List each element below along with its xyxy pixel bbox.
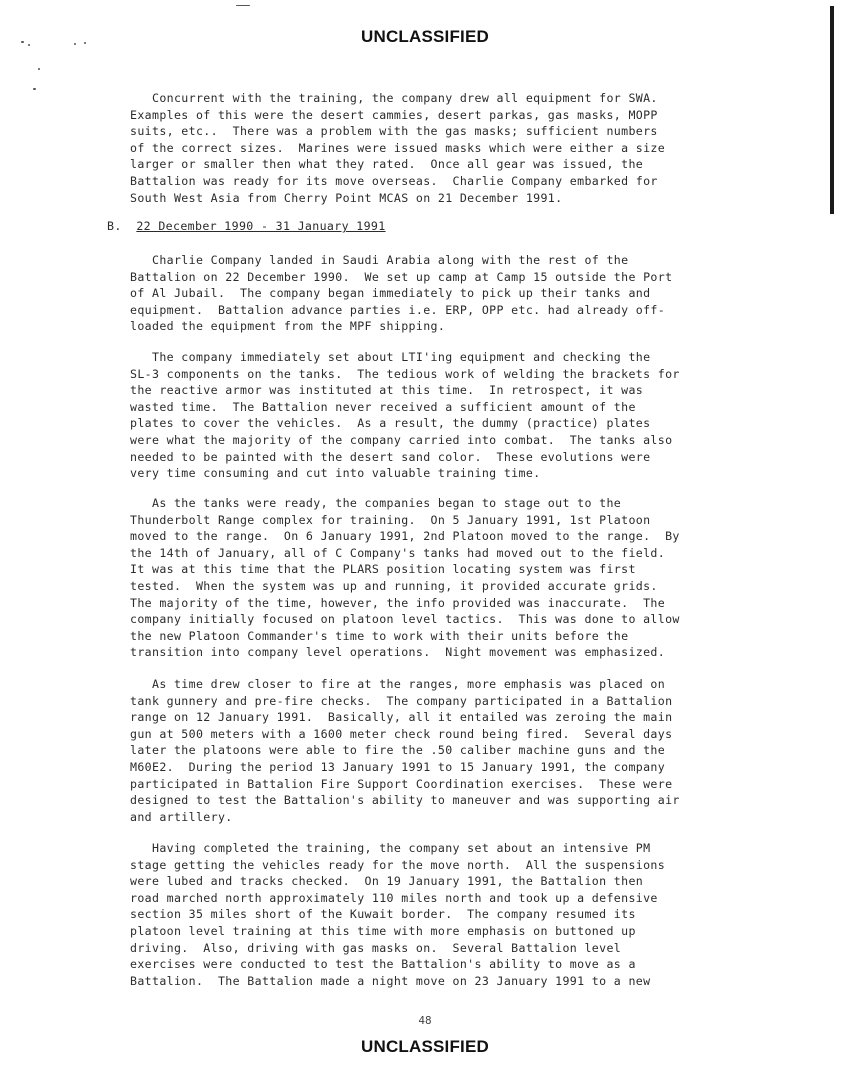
section-letter: B. [107, 219, 122, 233]
paragraph-move-north: Having completed the training, the company set about an intensive PM stage getting the vehicles ready for the move north. All the suspensions were lubed and tracks checked. On 19 January 1991, the Battalion then road marched north approximately 110 miles north and took up a defensive section 35 miles short of the Kuwait border. The company resumed its platoon level training at this time with more emphasis on buttoned up driving. Also, driving with gas masks on. Several Battalion level exercises were conducted to test the Battalion's ability to move as a Battalion. The Battalion made a night move on 23 January 1991 to a new [130, 841, 666, 988]
section-title: 22 December 1990 - 31 January 1991 [136, 219, 386, 233]
paragraph-lti-equipment: The company immediately set about LTI'ing equipment and checking the SL-3 components on the tanks. The tedious work of welding the brackets for the reactive armor was instituted at this time. In retrospect, it was wasted time. The Battalion never received a sufficient amount of the plates to cover the vehicles. As a result, the dummy (practice) plates were what the majority of the company carried into combat. The tanks also needed to be painted with the desert sand color. These evolutions were very time consuming and cut into valuable training time. [130, 350, 680, 481]
scan-speck [33, 88, 36, 90]
section-heading [107, 218, 386, 234]
classification-header: UNCLASSIFIED [360, 27, 490, 46]
scan-speck [236, 5, 250, 6]
paragraph-range-training: As the tanks were ready, the companies began to stage out to the Thunderbolt Range complex for training. On 5 January 1991, 1st Platoon moved to the range. On 6 January 1991, 2nd Platoon moved to the range. By the 14th of January, all of C Company's tanks had moved out to the field. It was at this time that the PLARS position locating system was first tested. When the system was up and running, it provided accurate grids. The majority of the time, however, the info provided was inaccurate. The company initially focused on platoon level tactics. This was done to allow the new Platoon Commander's time to work with their units before the transition into company level operations. Night movement was emphasized. [130, 496, 680, 660]
scan-speck [38, 68, 40, 70]
paragraph-equipment-draw: Concurrent with the training, the company drew all equipment for SWA. Examples of this were the desert cammies, desert parkas, gas masks, MOPP suits, etc.. There was a problem with the gas masks; sufficient numbers of the correct sizes. Marines were issued masks which were either a size larger or smaller then what they rated. Once all gear was issued, the Battalion was ready for its move overseas. Charlie Company embarked for South West Asia from Cherry Point MCAS on 21 December 1991. [130, 91, 666, 205]
paragraph-gunnery: As time drew closer to fire at the ranges, more emphasis was placed on tank gunnery and pre-fire checks. The company participated in a Battalion range on 12 January 1991. Basically, all it entailed was zeroing the main gun at 500 meters with a 1600 meter check round being fired. Several days later the platoons were able to fire the .50 caliber machine guns and the M60E2. During the period 13 January 1991 to 15 January 1991, the company participated in Battalion Fire Support Coordination exercises. These were designed to test the Battalion's ability to maneuver and was supporting air and artillery. [130, 677, 680, 824]
page-number: 48 [418, 1014, 432, 1027]
paragraph-arrival: Charlie Company landed in Saudi Arabia along with the rest of the Battalion on 22 December 1990. We set up camp at Camp 15 outside the Port of Al Jubail. The company began immediately to pick up their tanks and equipment. Battalion advance parties i.e. ERP, OPP etc. had already off- loaded the equipment from the MPF shipping. [130, 253, 673, 334]
classification-footer: UNCLASSIFIED [360, 1037, 490, 1056]
